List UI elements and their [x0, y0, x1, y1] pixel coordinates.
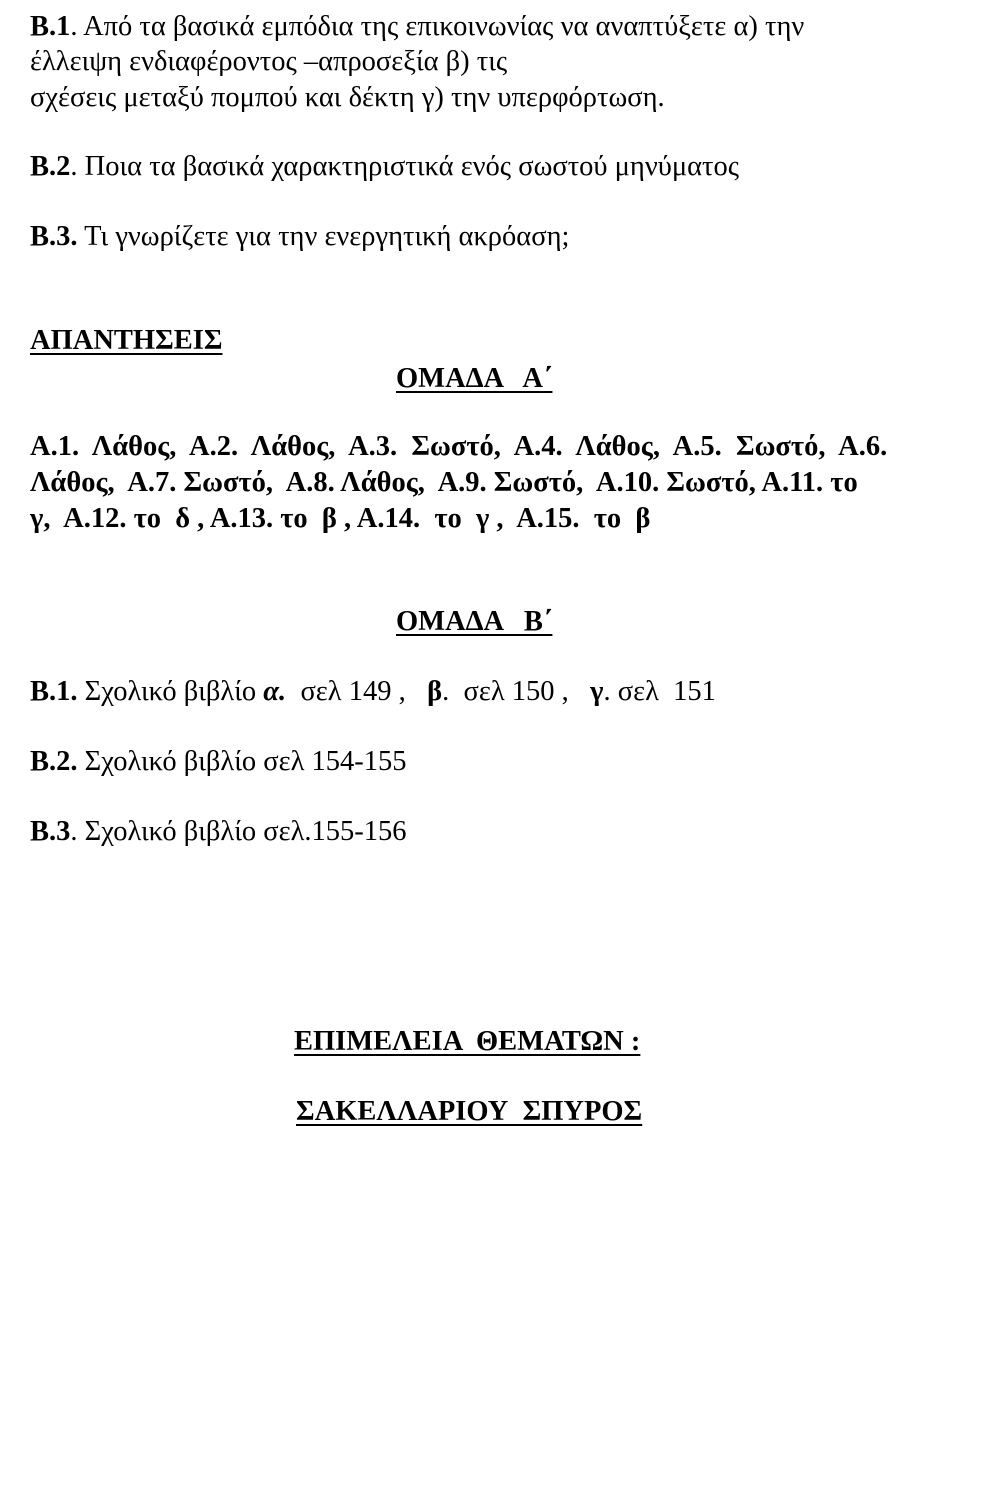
question-b2 [30, 150, 739, 184]
question-b3-label: Β.3. [30, 221, 78, 252]
question-b1-line3: σχέσεις μεταξύ πομπού και δέκτη γ) την υπερφόρτωση. [30, 82, 665, 113]
question-b2-label: Β.2 [30, 151, 71, 182]
question-b3 [30, 220, 569, 254]
question-b1-line2: έλλειψη ενδιαφέροντος –απροσεξία β) τις [30, 46, 508, 77]
answer-b1-beta: β [427, 676, 443, 707]
answer-b3-text: . Σχολικό βιβλίο σελ.155-156 [70, 816, 407, 847]
answer-b2 [30, 745, 407, 779]
answers-heading: ΑΠΑΝΤΗΣΕΙΣ [30, 325, 223, 356]
answer-b2-text: Σχολικό βιβλίο σελ 154-155 [77, 746, 407, 777]
question-b2-text: . Ποια τα βασικά χαρακτηριστικά ενός σωστού μηνύματος [70, 151, 740, 182]
answer-b2-label: Β.2. [30, 746, 78, 777]
question-b1-text-1: . Από τα βασικά εμπόδια της επικοινωνίας να αναπτύξετε α) την [70, 11, 805, 42]
group-a-answers-line3 [30, 501, 934, 537]
group-a-answers-text2: Λάθος, Α.7. Σωστό, Α.8. Λάθος, Α.9. Σωστό, Α.10. Σωστό, Α.11. το [30, 467, 858, 498]
group-b-title: ΟΜΑΔΑ Β΄ [396, 606, 553, 637]
answer-b1-alpha: α. [263, 676, 287, 707]
answer-b1-text-d: . σελ 151 [603, 676, 716, 707]
author-name: ΣΑΚΕΛΛΑΡΙΟΥ ΣΠΥΡΟΣ [296, 1096, 643, 1127]
question-b1-label: Β.1 [30, 11, 71, 42]
group-a-answers-text3: γ, Α.12. το δ , Α.13. το β , Α.14. το γ , Α.15. το β [30, 503, 651, 534]
group-a-answers-line1 [30, 429, 934, 465]
answer-b3-label: Β.3 [30, 816, 71, 847]
question-b3-text: Τι γνωρίζετε για την ενεργητική ακρόαση; [77, 221, 570, 252]
group-a-answers-text1: Α.1. Λάθος, Α.2. Λάθος, Α.3. Σωστό, Α.4. Λάθος, Α.5. Σωστό, Α.6. [30, 431, 888, 462]
answer-b1 [30, 675, 716, 709]
group-a-title: ΟΜΑΔΑ Α΄ [396, 363, 553, 394]
answer-b1-text-c: . σελ 150 , [442, 676, 591, 707]
answer-b1-text-b: σελ 149 , [286, 676, 428, 707]
answer-b3 [30, 815, 407, 849]
answer-b1-text-a: Σχολικό βιβλίο [77, 676, 264, 707]
answer-b1-label: Β.1. [30, 676, 78, 707]
editing-label: ΕΠΙΜΕΛΕΙΑ ΘΕΜΑΤΩΝ : [294, 1026, 641, 1057]
group-a-answers-line2 [30, 465, 934, 501]
answer-b1-gamma: γ [590, 676, 604, 707]
question-b1-line1 [30, 10, 804, 44]
